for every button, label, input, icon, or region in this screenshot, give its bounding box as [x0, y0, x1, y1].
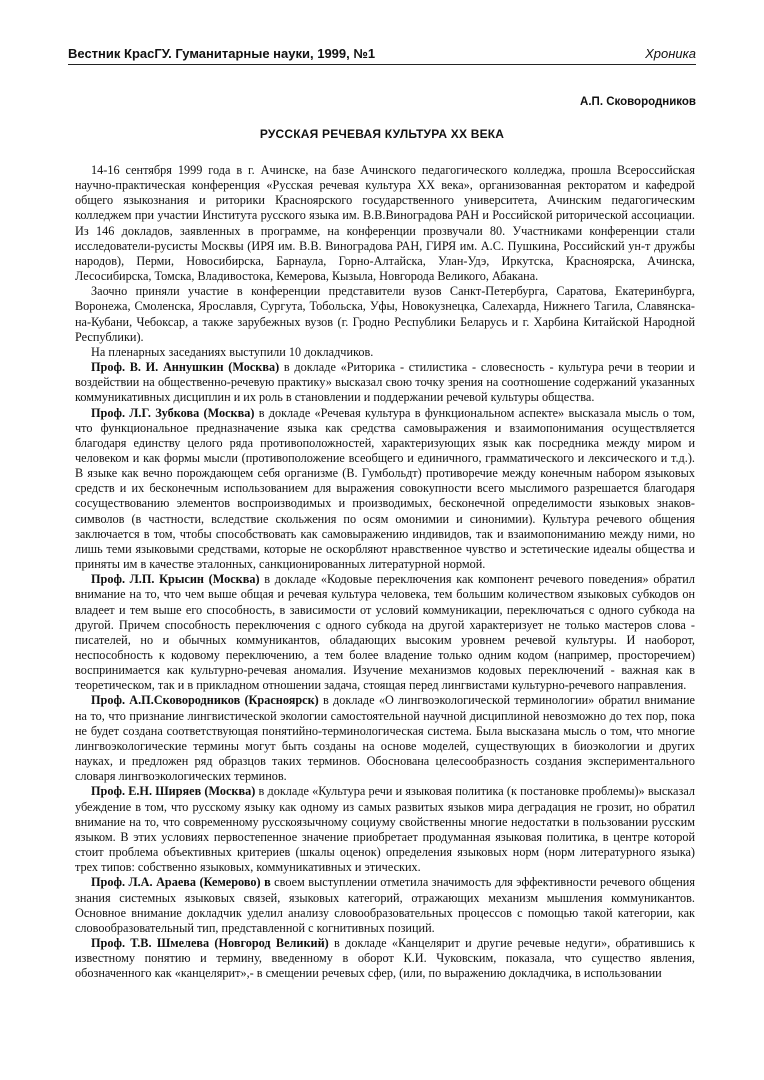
paragraph-text: в докладе «Речевая культура в функциональном аспекте» высказала мысль о том, что функциональное предназначение языка как средства самовыражения и взаимопонимания осуществляется благодаря единству целого ряда противоположностей, характеризующих язык как посредника между миром и человеком и как формы мысли (противоположение всеобщего и единичного, грамматического и лексического и т.д.). В языке как вечно порождающем себя организме (В. Гумбольдт) противоречие между конечным набором языковых средств и их бесконечным использованием для выражения совокупности всего мыслимого разрешается благодаря сосуществованию элементов воспроизводимых и производимых, бесконечной определимости языковых знаков-символов (в частности, вследствие скольжения по осям омонимии и синонимии). Культура речевого общения заключается в том, чтобы способствовать как самовыражению индивидов, так и взаимопониманию между ними, но лишь теми языковыми средствами, которые не оскорбляют нравственное чувство и эстетические идеалы общества и приняты им в качестве эталонных, санкционированных литературной нормой.	[75, 405, 695, 572]
speaker-name: Проф. А.П.Сковородников (Красноярск)	[91, 693, 319, 708]
paragraph-text: в докладе «Риторика - стилистика - словесность - культура речи в теории и воздействии на общественно-речевую практику» высказал свою точку зрения на соотношение содержаний указанных коммуникативных дисциплин и их роль в становлении и поддержании речевой культуры общества.	[75, 360, 695, 405]
paragraph	[75, 784, 695, 875]
paragraph	[75, 406, 695, 573]
running-header	[68, 44, 696, 65]
paragraph-text: в докладе «О лингвоэкологической терминологии» обратил внимание на то, что признание лингвистической экологии самостоятельной научной дисциплиной невозможно до тех пор, пока не будет создана соответствующая понятийно-терминологическая система. Была высказана мысль о том, что многие лингвоэкологические термины могут быть созданы на основе моделей, существующих в биоэкологии и других науках, и предложен ряд образцов таких терминов. Обоснована целесообразность создания экспериментального словаря лингвоэкологических терминов.	[75, 693, 695, 784]
paragraph-text: в докладе «Кодовые переключения как компонент речевого поведения» обратил внимание на то, что чем выше общая и речевая культура человека, тем большим количеством языковых субкодов он владеет и тем выше его способность, в зависимости от условий коммуникации, переключаться с одного субкода на другой. Причем способность переключения с одного субкода на другой характеризует не только мастеров слова - писателей, но и обычных коммуникантов, обладающих высоким уровнем речевой культуры. И наоборот, неспособность к кодовому переключению, а тем более владение только одним кодом (например, просторечием) воспринимается как культурно-речевая аномалия. Изучение механизмов кодовых переключений - важная как в теоретическом, так и в прикладном отношении задача, стоящая перед лингвистами культурно-речевого направления.	[75, 572, 695, 693]
paragraph	[75, 284, 695, 345]
paragraph-text: в докладе «Культура речи и языковая политика (к постановке проблемы)» высказал убеждение в том, что русскому языку как одному из самых развитых языков мира деградация не грозит, но обратил внимание на то, что современному русскоязычному социуму свойственны многие недостатки в пользовании русским языком. В этих условиях первостепенное значение приобретает продуманная языковая политика, в центре которой стоит проблема объективных критериев (шкалы оценок) определения языковых норм (норм литературного языка) трех типов: собственно языковых, коммуникативных и этических.	[75, 784, 695, 875]
article-author: А.П. Сковородников	[580, 96, 696, 108]
speaker-name: Проф. Е.Н. Ширяев (Москва)	[91, 784, 256, 799]
speaker-name: Проф. Л.П. Крысин (Москва)	[91, 572, 260, 587]
speaker-name: Проф. В. И. Аннушкин (Москва)	[91, 360, 280, 375]
paragraph	[75, 693, 695, 784]
article-title: РУССКАЯ РЕЧЕВАЯ КУЛЬТУРА XX ВЕКА	[259, 127, 505, 141]
paragraph-text: своем выступлении отметила значимость для эффективности речевого общения знания системных языковых связей, языковых категорий, отражающих механизм мышления коммуникантов. Основное внимание докладчик уделил анализу словообразовательных процессов с помощью такой категории, как словообразовательный тип, представленной с когнитивных позиций.	[75, 875, 696, 935]
paragraph	[75, 360, 695, 405]
paragraph	[75, 163, 695, 284]
speaker-name: Проф. Л.А. Араева (Кемерово) в	[91, 875, 271, 890]
journal-title: Вестник КрасГУ. Гуманитарные науки, 1999, №1	[68, 46, 376, 61]
article-body	[75, 163, 695, 981]
paragraph	[75, 936, 695, 981]
paragraph-text: На пленарных заседаниях выступили 10 докладчиков.	[91, 344, 374, 359]
speaker-name: Проф. Л.Г. Зубкова (Москва)	[91, 405, 255, 420]
paragraph	[75, 875, 695, 936]
paragraph-text: 14-16 сентября 1999 года в г. Ачинске, на базе Ачинского педагогического колледжа, прошла Всероссийская научно-практическая конференция «Русская речевая культура XX века», организованная ректоратом и кафедрой общего языкознания и риторики Красноярского государственного университета, Ачинским педагогическим колледжем при участии Института русского языка им. В.В.Виноградова РАН и Российской риторической ассоциации. Из 146 докладов, заявленных в программе, на конференции прозвучали 80. Участниками конференции стали исследователи-русисты Москвы (ИРЯ им. В.В. Виноградова РАН, ГИРЯ им. А.С. Пушкина, Российский ун-т дружбы народов), Перми, Новосибирска, Барнаула, Горно-Алтайска, Улан-Удэ, Иркутска, Красноярска, Ачинска, Лесосибирска, Томска, Владивостока, Кемерова, Кызыла, Новгорода Великого, Абакана.	[75, 163, 695, 284]
speaker-name: Проф. Т.В. Шмелева (Новгород Великий)	[91, 935, 329, 950]
paragraph-text: в докладе «Канцелярит и другие речевые недуги», обратившись к известному понятию и термину, введенному в оборот К.И. Чуковским, показала, что существо явления, обозначенного как «канцелярит»,- в смещении речевых сфер, (или, по выражению докладчика, в использовании	[75, 935, 696, 981]
paragraph	[75, 345, 695, 360]
section-name: Хроника	[645, 46, 696, 61]
paragraph-text: Заочно приняли участие в конференции представители вузов Санкт-Петербурга, Саратова, Екатеринбурга, Воронежа, Смоленска, Ярославля, Сургута, Тобольска, Уфы, Новокузнецка, Салехарда, Нижнего Тагила, Славянска-на-Кубани, Чебоксар, а также зарубежных вузов (г. Гродно Республики Беларусь и г. Харбина Китайской Народной Республики).	[75, 284, 695, 344]
paragraph	[75, 572, 695, 693]
